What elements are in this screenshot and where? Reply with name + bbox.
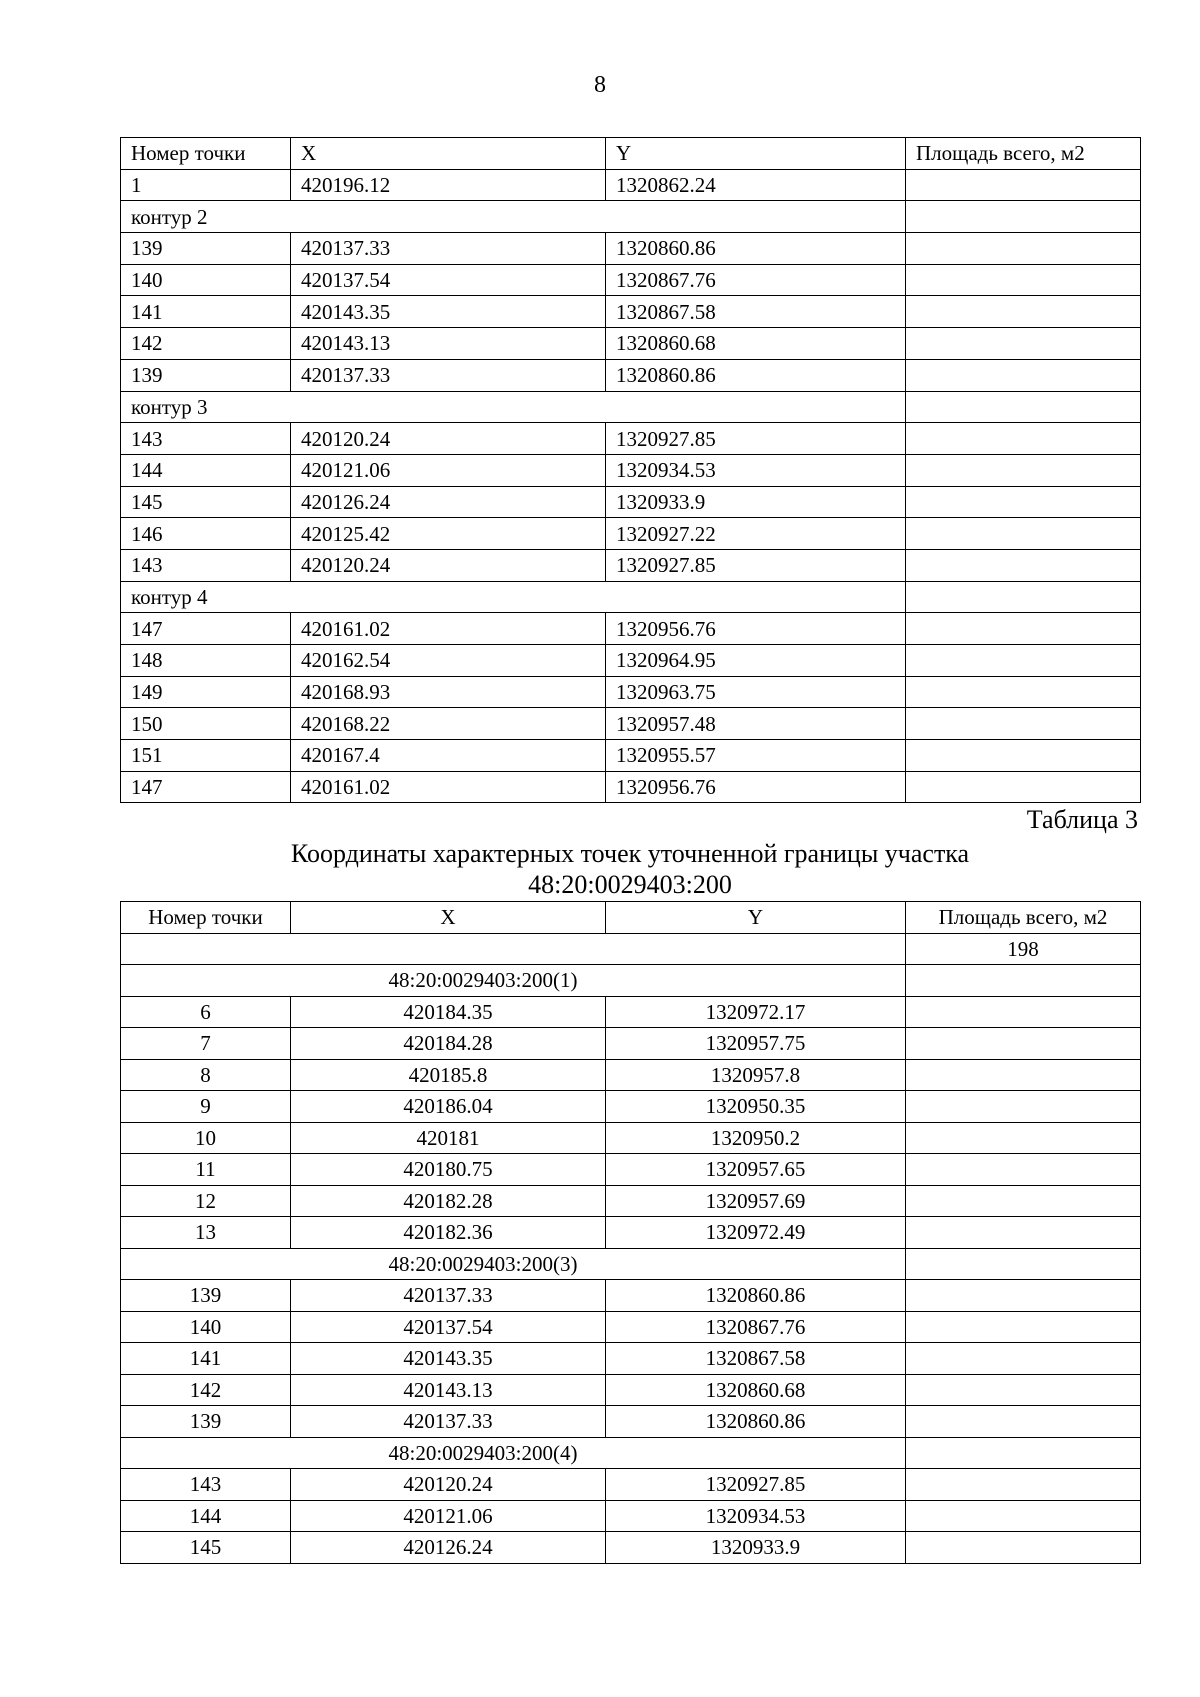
point-number-cell: 10 — [121, 1122, 291, 1154]
point-number-cell: 12 — [121, 1185, 291, 1217]
point-number-cell: 142 — [121, 328, 291, 360]
header-x: X — [291, 138, 606, 170]
area-cell — [906, 1406, 1141, 1438]
x-coordinate-cell: 420161.02 — [291, 613, 606, 645]
table-row — [121, 645, 1141, 677]
table-row — [121, 708, 1141, 740]
point-number-cell: 144 — [121, 454, 291, 486]
point-number-cell: 13 — [121, 1217, 291, 1249]
area-cell — [906, 486, 1141, 518]
x-coordinate-cell: 420120.24 — [291, 549, 606, 581]
area-cell — [906, 1248, 1141, 1280]
x-coordinate-cell: 420184.35 — [291, 996, 606, 1028]
point-number-cell: 6 — [121, 996, 291, 1028]
x-coordinate-cell: 420143.13 — [291, 1374, 606, 1406]
y-coordinate-cell: 1320950.35 — [606, 1091, 906, 1123]
parcel-boundary-table — [120, 901, 1141, 1564]
table-row — [121, 771, 1141, 803]
x-coordinate-cell: 420181 — [291, 1122, 606, 1154]
area-cell — [906, 645, 1141, 677]
header-point-number: Номер точки — [121, 902, 291, 934]
point-number-cell: 143 — [121, 423, 291, 455]
area-cell — [906, 328, 1141, 360]
header-x: X — [291, 902, 606, 934]
x-coordinate-cell: 420137.54 — [291, 1311, 606, 1343]
y-coordinate-cell: 1320957.69 — [606, 1185, 906, 1217]
y-coordinate-cell: 1320867.76 — [606, 264, 906, 296]
area-cell — [906, 233, 1141, 265]
header-y: Y — [606, 138, 906, 170]
point-number-cell: 141 — [121, 296, 291, 328]
total-area-value: 198 — [906, 933, 1141, 965]
header-area: Площадь всего, м2 — [906, 902, 1141, 934]
header-row — [121, 902, 1141, 934]
y-coordinate-cell: 1320933.9 — [606, 486, 906, 518]
table-title-parcel-number: 48:20:0029403:200 — [528, 870, 732, 899]
point-number-cell: 141 — [121, 1343, 291, 1375]
x-coordinate-cell: 420185.8 — [291, 1059, 606, 1091]
point-number-cell: 146 — [121, 518, 291, 550]
y-coordinate-cell: 1320927.22 — [606, 518, 906, 550]
area-cell — [906, 581, 1141, 613]
x-coordinate-cell: 420126.24 — [291, 486, 606, 518]
point-number-cell: 142 — [121, 1374, 291, 1406]
y-coordinate-cell: 1320955.57 — [606, 740, 906, 772]
point-number-cell: 145 — [121, 1532, 291, 1564]
y-coordinate-cell: 1320933.9 — [606, 1532, 906, 1564]
x-coordinate-cell: 420121.06 — [291, 1500, 606, 1532]
header-row — [121, 138, 1141, 170]
x-coordinate-cell: 420120.24 — [291, 1469, 606, 1501]
area-cell — [906, 740, 1141, 772]
table-number-label: Таблица 3 — [1026, 805, 1138, 834]
table-row — [121, 549, 1141, 581]
point-number-cell: 9 — [121, 1091, 291, 1123]
x-coordinate-cell: 420120.24 — [291, 423, 606, 455]
point-number-cell: 147 — [121, 613, 291, 645]
area-cell — [906, 1217, 1141, 1249]
point-number-cell: 145 — [121, 486, 291, 518]
x-coordinate-cell: 420182.36 — [291, 1217, 606, 1249]
area-cell — [906, 296, 1141, 328]
x-coordinate-cell: 420137.33 — [291, 1280, 606, 1312]
y-coordinate-cell: 1320963.75 — [606, 676, 906, 708]
page-number: 8 — [594, 72, 606, 98]
section-row — [121, 965, 1141, 997]
table2-body — [121, 902, 1141, 1564]
point-number-cell: 148 — [121, 645, 291, 677]
y-coordinate-cell: 1320860.86 — [606, 359, 906, 391]
y-coordinate-cell: 1320860.86 — [606, 233, 906, 265]
x-coordinate-cell: 420196.12 — [291, 169, 606, 201]
y-coordinate-cell: 1320957.48 — [606, 708, 906, 740]
table-title-line-1: Координаты характерных точек уточненной границы участка — [290, 839, 970, 868]
x-coordinate-cell: 420121.06 — [291, 454, 606, 486]
table-row — [121, 1469, 1141, 1501]
area-cell — [906, 1343, 1141, 1375]
y-coordinate-cell: 1320972.17 — [606, 996, 906, 1028]
area-cell — [906, 423, 1141, 455]
area-cell — [906, 1028, 1141, 1060]
area-cell — [906, 549, 1141, 581]
table-row — [121, 264, 1141, 296]
area-cell — [906, 169, 1141, 201]
empty-cell — [121, 933, 906, 965]
table-row — [121, 296, 1141, 328]
table-row — [121, 233, 1141, 265]
point-number-cell: 8 — [121, 1059, 291, 1091]
x-coordinate-cell: 420180.75 — [291, 1154, 606, 1186]
y-coordinate-cell: 1320957.65 — [606, 1154, 906, 1186]
header-y: Y — [606, 902, 906, 934]
total-area-row — [121, 933, 1141, 965]
coordinates-table-continued — [120, 137, 1141, 803]
y-coordinate-cell: 1320860.68 — [606, 328, 906, 360]
section-label: контур 4 — [121, 581, 906, 613]
table-row — [121, 1091, 1141, 1123]
section-label: контур 3 — [121, 391, 906, 423]
table-row — [121, 423, 1141, 455]
y-coordinate-cell: 1320950.2 — [606, 1122, 906, 1154]
y-coordinate-cell: 1320867.58 — [606, 1343, 906, 1375]
y-coordinate-cell: 1320860.86 — [606, 1280, 906, 1312]
section-row — [121, 581, 1141, 613]
area-cell — [906, 201, 1141, 233]
x-coordinate-cell: 420168.93 — [291, 676, 606, 708]
table-row — [121, 1185, 1141, 1217]
x-coordinate-cell: 420143.35 — [291, 296, 606, 328]
area-cell — [906, 1437, 1141, 1469]
area-cell — [906, 965, 1141, 997]
area-cell — [906, 676, 1141, 708]
x-coordinate-cell: 420182.28 — [291, 1185, 606, 1217]
area-cell — [906, 1154, 1141, 1186]
x-coordinate-cell: 420137.33 — [291, 359, 606, 391]
point-number-cell: 143 — [121, 1469, 291, 1501]
y-coordinate-cell: 1320957.8 — [606, 1059, 906, 1091]
point-number-cell: 139 — [121, 233, 291, 265]
area-cell — [906, 264, 1141, 296]
area-cell — [906, 1059, 1141, 1091]
section-row — [121, 391, 1141, 423]
table-row — [121, 1500, 1141, 1532]
table-row — [121, 1028, 1141, 1060]
point-number-cell: 1 — [121, 169, 291, 201]
table-row — [121, 613, 1141, 645]
x-coordinate-cell: 420137.33 — [291, 1406, 606, 1438]
area-cell — [906, 359, 1141, 391]
x-coordinate-cell: 420125.42 — [291, 518, 606, 550]
area-cell — [906, 1311, 1141, 1343]
section-label: 48:20:0029403:200(1) — [121, 965, 906, 997]
point-number-cell: 11 — [121, 1154, 291, 1186]
x-coordinate-cell: 420168.22 — [291, 708, 606, 740]
table-row — [121, 328, 1141, 360]
table-row — [121, 518, 1141, 550]
point-number-cell: 139 — [121, 359, 291, 391]
section-row — [121, 201, 1141, 233]
x-coordinate-cell: 420143.35 — [291, 1343, 606, 1375]
table-row — [121, 740, 1141, 772]
y-coordinate-cell: 1320867.58 — [606, 296, 906, 328]
y-coordinate-cell: 1320972.49 — [606, 1217, 906, 1249]
x-coordinate-cell: 420167.4 — [291, 740, 606, 772]
y-coordinate-cell: 1320957.75 — [606, 1028, 906, 1060]
point-number-cell: 7 — [121, 1028, 291, 1060]
area-cell — [906, 996, 1141, 1028]
area-cell — [906, 1091, 1141, 1123]
section-label: контур 2 — [121, 201, 906, 233]
section-label: 48:20:0029403:200(3) — [121, 1248, 906, 1280]
header-area: Площадь всего, м2 — [906, 138, 1141, 170]
x-coordinate-cell: 420184.28 — [291, 1028, 606, 1060]
point-number-cell: 140 — [121, 1311, 291, 1343]
table-row — [121, 1280, 1141, 1312]
point-number-cell: 139 — [121, 1280, 291, 1312]
x-coordinate-cell: 420137.54 — [291, 264, 606, 296]
table-row — [121, 169, 1141, 201]
header-point-number: Номер точки — [121, 138, 291, 170]
y-coordinate-cell: 1320956.76 — [606, 613, 906, 645]
table-row — [121, 1217, 1141, 1249]
y-coordinate-cell: 1320927.85 — [606, 1469, 906, 1501]
y-coordinate-cell: 1320862.24 — [606, 169, 906, 201]
x-coordinate-cell: 420143.13 — [291, 328, 606, 360]
area-cell — [906, 1280, 1141, 1312]
section-row — [121, 1248, 1141, 1280]
section-row — [121, 1437, 1141, 1469]
table-row — [121, 1154, 1141, 1186]
table-title — [120, 838, 1140, 900]
table-row — [121, 1406, 1141, 1438]
y-coordinate-cell: 1320867.76 — [606, 1311, 906, 1343]
point-number-cell: 151 — [121, 740, 291, 772]
area-cell — [906, 391, 1141, 423]
y-coordinate-cell: 1320934.53 — [606, 454, 906, 486]
table-row — [121, 454, 1141, 486]
area-cell — [906, 454, 1141, 486]
table-row — [121, 486, 1141, 518]
area-cell — [906, 1500, 1141, 1532]
y-coordinate-cell: 1320860.86 — [606, 1406, 906, 1438]
table1-body — [121, 138, 1141, 803]
area-cell — [906, 708, 1141, 740]
table-row — [121, 996, 1141, 1028]
table-row — [121, 1059, 1141, 1091]
point-number-cell: 143 — [121, 549, 291, 581]
x-coordinate-cell: 420186.04 — [291, 1091, 606, 1123]
y-coordinate-cell: 1320927.85 — [606, 423, 906, 455]
table-row — [121, 676, 1141, 708]
area-cell — [906, 1185, 1141, 1217]
area-cell — [906, 1532, 1141, 1564]
area-cell — [906, 1374, 1141, 1406]
y-coordinate-cell: 1320934.53 — [606, 1500, 906, 1532]
area-cell — [906, 1122, 1141, 1154]
table-row — [121, 1374, 1141, 1406]
x-coordinate-cell: 420137.33 — [291, 233, 606, 265]
x-coordinate-cell: 420162.54 — [291, 645, 606, 677]
x-coordinate-cell: 420161.02 — [291, 771, 606, 803]
point-number-cell: 140 — [121, 264, 291, 296]
y-coordinate-cell: 1320956.76 — [606, 771, 906, 803]
x-coordinate-cell: 420126.24 — [291, 1532, 606, 1564]
point-number-cell: 149 — [121, 676, 291, 708]
area-cell — [906, 1469, 1141, 1501]
point-number-cell: 147 — [121, 771, 291, 803]
point-number-cell: 150 — [121, 708, 291, 740]
table-row — [121, 1532, 1141, 1564]
y-coordinate-cell: 1320964.95 — [606, 645, 906, 677]
y-coordinate-cell: 1320860.68 — [606, 1374, 906, 1406]
table-row — [121, 1343, 1141, 1375]
table-row — [121, 359, 1141, 391]
y-coordinate-cell: 1320927.85 — [606, 549, 906, 581]
area-cell — [906, 771, 1141, 803]
point-number-cell: 139 — [121, 1406, 291, 1438]
area-cell — [906, 518, 1141, 550]
area-cell — [906, 613, 1141, 645]
table-row — [121, 1122, 1141, 1154]
section-label: 48:20:0029403:200(4) — [121, 1437, 906, 1469]
table-row — [121, 1311, 1141, 1343]
point-number-cell: 144 — [121, 1500, 291, 1532]
